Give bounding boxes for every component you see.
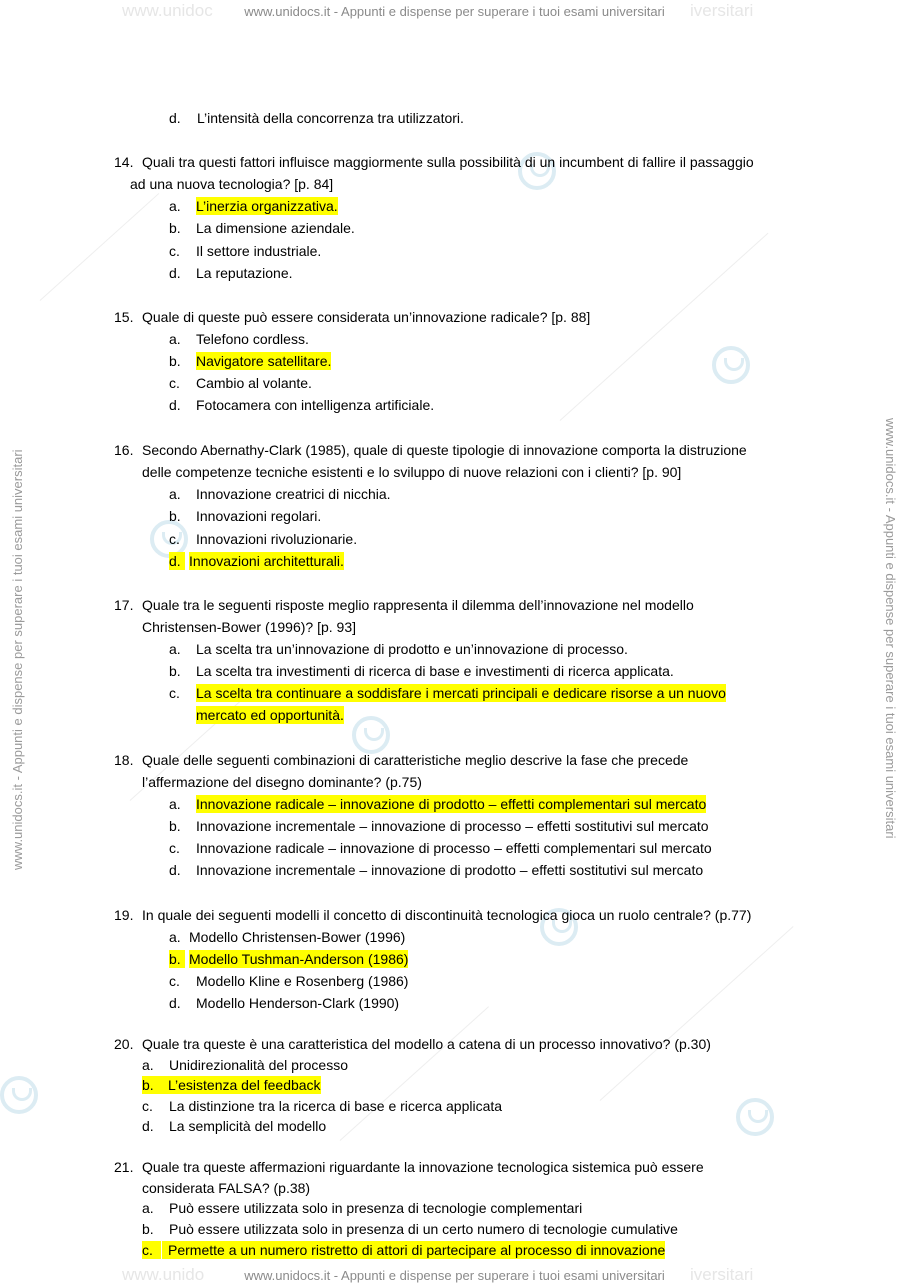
option-letter: c. (142, 1098, 153, 1114)
question-number: 18. (114, 752, 134, 768)
correct-answer-letter: c. (142, 1241, 161, 1259)
option-letter: a. (142, 1057, 154, 1073)
correct-answer-text: Modello Tushman-Anderson (1986) (189, 951, 409, 967)
option-letter: d. (169, 862, 181, 878)
question-text: Quale delle seguenti combinazioni di caratteristiche meglio descrive la fase che precede (142, 752, 689, 768)
question-text: In quale dei seguenti modelli il concetto di discontinuità tecnologica gioca un ruolo centrale? (p.77) (142, 907, 752, 923)
option-letter: c. (169, 685, 180, 701)
option-letter: c. (169, 840, 180, 856)
watermark-diagonal-line (600, 926, 794, 1101)
unidocs-logo-icon (736, 1098, 774, 1136)
question-text: l’affermazione del disegno dominante? (p.75) (142, 774, 422, 790)
footer-ghost-right: iversitari (690, 1265, 754, 1284)
option-letter: a. (169, 331, 181, 347)
option-text: Modello Christensen-Bower (1996) (189, 929, 406, 945)
question-number: 16. (114, 442, 134, 458)
question-text: Quali tra questi fattori influisce maggiormente sulla possibilità di un incumbent di fallire il passaggio (142, 154, 754, 170)
option-letter: c. (169, 531, 180, 547)
option-letter: c. (169, 973, 180, 989)
watermark-diagonal-line (340, 1006, 489, 1141)
option-letter: a. (142, 1200, 154, 1216)
question-number: 19. (114, 907, 134, 923)
header-watermark (0, 1, 909, 20)
option-text: Modello Henderson-Clark (1990) (196, 995, 400, 1011)
correct-answer-text: Innovazione radicale – innovazione di prodotto – effetti complementari sul mercato (196, 796, 707, 812)
option-letter: b. (142, 1221, 154, 1237)
right-side-watermark: www.unidocs.it - Appunti e dispense per superare i tuoi esami universitari (883, 418, 898, 839)
correct-answer-text-continued: mercato ed opportunità. (196, 707, 344, 723)
option-letter: a. (169, 198, 181, 214)
header-ghost-left: www.unidoc (122, 1, 213, 20)
option-letter: d. (142, 1118, 154, 1134)
question-text: considerata FALSA? (p.38) (142, 1180, 311, 1196)
unidocs-logo-icon (712, 346, 750, 384)
option-text: Modello Kline e Rosenberg (1986) (196, 973, 409, 989)
question-text: delle competenze tecniche esistenti e lo sviluppo di nuove relazioni con i clienti? [p. 90] (142, 464, 682, 480)
option-letter: a. (169, 641, 181, 657)
option-letter: b. (169, 508, 181, 524)
footer-watermark-text: www.unidocs.it - Appunti e dispense per superare i tuoi esami universitari (244, 1268, 665, 1283)
option-text: Può essere utilizzata solo in presenza di un certo numero di tecnologie cumulative (169, 1221, 678, 1237)
correct-answer-text: Permette a un numero ristretto di attori di partecipare al processo di innovazione (162, 1241, 665, 1259)
option-text: La semplicità del modello (169, 1118, 327, 1134)
option-text: L’intensità della concorrenza tra utilizzatori. (197, 110, 464, 126)
question-text: Secondo Abernathy-Clark (1985), quale di queste tipologie di innovazione comporta la distruzione (142, 442, 747, 458)
option-text: La distinzione tra la ricerca di base e ricerca applicata (169, 1098, 503, 1114)
option-letter: d. (169, 995, 181, 1011)
correct-answer-text: L’esistenza del feedback (162, 1076, 321, 1094)
option-letter: b. (169, 353, 181, 369)
option-text: Fotocamera con intelligenza artificiale. (196, 397, 435, 413)
watermark-diagonal-line (560, 233, 769, 421)
question-text: Quale tra queste affermazioni riguardante la innovazione tecnologica sistemica può essere (142, 1159, 704, 1175)
option-letter: a. (169, 796, 181, 812)
question-text: Quale di queste può essere considerata un’innovazione radicale? [p. 88] (142, 309, 591, 325)
question-number: 21. (114, 1159, 134, 1175)
correct-answer-letter: b. (169, 950, 185, 968)
header-ghost-right: iversitari (690, 1, 754, 20)
footer-watermark (0, 1265, 909, 1284)
header-watermark-text: www.unidocs.it - Appunti e dispense per superare i tuoi esami universitari (244, 4, 665, 19)
option-letter: b. (169, 818, 181, 834)
option-text: Innovazione incrementale – innovazione di processo – effetti sostitutivi sul mercato (196, 818, 709, 834)
question-text: Quale tra queste è una caratteristica del modello a catena di un processo innovativo? (p.30) (142, 1036, 711, 1052)
option-text: Cambio al volante. (196, 375, 312, 391)
option-letter: d. (169, 397, 181, 413)
option-text: La reputazione. (196, 265, 293, 281)
correct-answer-text: Navigatore satellitare. (196, 353, 332, 369)
question-text: ad una nuova tecnologia? [p. 84] (130, 176, 334, 192)
option-text: Il settore industriale. (196, 243, 322, 259)
watermark-diagonal-line (40, 193, 160, 301)
option-letter: c. (169, 243, 180, 259)
option-text: Unidirezionalità del processo (169, 1057, 348, 1073)
unidocs-logo-icon (352, 716, 390, 754)
question-number: 14. (114, 154, 134, 170)
option-text: La dimensione aziendale. (196, 220, 355, 236)
option-text: Innovazione creatrici di nicchia. (196, 486, 391, 502)
left-side-watermark: www.unidocs.it - Appunti e dispense per superare i tuoi esami universitari (10, 449, 25, 870)
option-letter: a. (169, 486, 181, 502)
option-text: Innovazioni regolari. (196, 508, 322, 524)
option-text: Innovazioni rivoluzionarie. (196, 531, 358, 547)
option-letter: c. (169, 375, 180, 391)
option-text: La scelta tra un’innovazione di prodotto e un’innovazione di processo. (196, 641, 628, 657)
prev-option-line (169, 109, 464, 127)
correct-answer-letter: d. (169, 552, 185, 570)
option-letter: b. (169, 663, 181, 679)
unidocs-logo-icon (0, 1076, 38, 1114)
correct-answer-text: L’inerzia organizzativa. (196, 198, 338, 214)
option-text: Telefono cordless. (196, 331, 309, 347)
correct-answer-letter: b. (142, 1076, 162, 1094)
option-letter: b. (169, 220, 181, 236)
question-text: Quale tra le seguenti risposte meglio rappresenta il dilemma dell’innovazione nel modello (142, 597, 694, 613)
question-number: 20. (114, 1036, 134, 1052)
option-letter: a. (169, 929, 181, 945)
footer-ghost-left: www.unido (122, 1265, 205, 1284)
option-text: Innovazione radicale – innovazione di processo – effetti complementari sul mercato (196, 840, 712, 856)
option-letter: d. (169, 265, 181, 281)
correct-answer-text: Innovazioni architetturali. (189, 553, 344, 569)
option-text: La scelta tra investimenti di ricerca di base e investimenti di ricerca applicata. (196, 663, 674, 679)
option-letter: d. (169, 110, 181, 126)
question-text: Christensen-Bower (1996)? [p. 93] (142, 619, 356, 635)
option-text: Innovazione incrementale – innovazione di prodotto – effetti sostitutivi sul mercato (196, 862, 704, 878)
question-number: 15. (114, 309, 134, 325)
option-text: Può essere utilizzata solo in presenza di tecnologie complementari (169, 1200, 583, 1216)
question-number: 17. (114, 597, 134, 613)
correct-answer-text: La scelta tra continuare a soddisfare i mercati principali e dedicare risorse a un nuovo (196, 685, 726, 701)
